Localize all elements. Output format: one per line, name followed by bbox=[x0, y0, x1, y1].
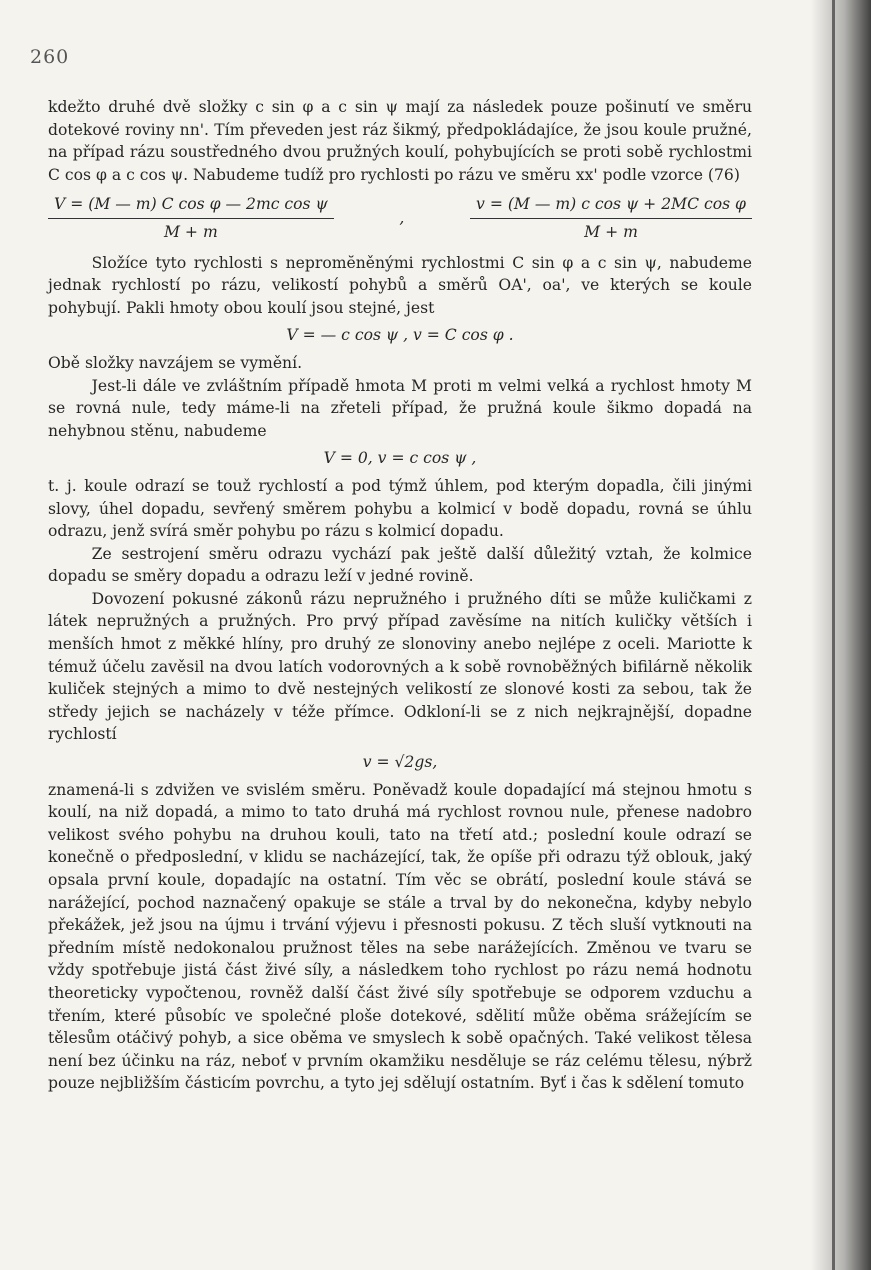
formula-fraction-V bbox=[48, 193, 334, 243]
page-body bbox=[48, 96, 752, 1095]
formula-fall-velocity: v = √2gs, bbox=[362, 753, 438, 772]
page-number: 260 bbox=[30, 46, 70, 68]
page-gutter bbox=[832, 0, 835, 1270]
paragraph-2: Složíce tyto rychlosti s nepromĕněnými rychlostmi C sin φ a c sin ψ, nabudeme jednak rychlostí po rázu, velikostí pohybů a směrů OA', oa', ve kterých se koule pohybují. Pakli hmoty obou koulí jsou stejné, jest bbox=[48, 253, 752, 317]
paragraph-4: Jest-li dále ve zvláštním případě hmota M proti m velmi velká a rychlost hmoty M se rovná nule, tedy máme-li na zřeteli případ, že pružná koule šikmo dopadá na nehybnou stěnu, nabudeme bbox=[48, 376, 752, 440]
paragraph-6: Ze sestrojení směru odrazu vychází pak ještě další důležitý vztah, že kolmice dopadu se směry dopadu a odrazu leží v jedné rovině. bbox=[48, 544, 752, 586]
formula-numerator-V: V = (M — m) C cos φ — 2mc cos ψ bbox=[48, 193, 334, 219]
formula-numerator-v: v = (M — m) c cos ψ + 2MC cos φ bbox=[470, 193, 752, 219]
formula-fraction-v bbox=[470, 193, 752, 243]
page-edge-shadow bbox=[811, 0, 871, 1270]
paragraph-3: Obě složky navzájem se vymění. bbox=[48, 353, 303, 372]
formula-denominator-v: M + m bbox=[584, 222, 638, 241]
formula-separator: , bbox=[399, 209, 405, 228]
paragraph-1: kdežto druhé dvě složky c sin φ a c sin ψ mají za následek pouze pošinutí ve směru dotekové roviny nn'. Tím převeden jest ráz šikmý, předpokládajíce, že jsou koule pružné, na případ rázu soustředného dvou pružných koulí, pohybujících se proti sobě rychlostmi C cos φ a c cos ψ. Nabudeme tudíž pro rychlosti po rázu ve směru xx' podle vzorce (76) bbox=[48, 98, 752, 184]
formula-velocities bbox=[48, 193, 752, 243]
paragraph-8: znamená-li s zdvižen ve svislém směru. Poněvadž koule dopadající má stejnou hmotu s koulí, na niž dopadá, a mimo to tato druhá má rychlost rovnou nule, přenese nadobro velikost svého pohybu na druhou kouli, tato na třetí atd.; poslední koule odrazí se konečně o předposlední, v klidu se nacházející, tak, že opíše při odrazu týž oblouk, jaký opsala první koule, dopadajíc na ostatní. Tím věc se obrátí, poslední koule stává se narážející, pochod naznačený opakuje se stále a trval by do nekonečna, kdyby nebylo překážek, jež jsou na újmu i trvání výjevu i přesnosti pokusu. Z těch sluší vytknouti na předním místě nedokonalou pružnost těles na sebe narážejících. Změnou ve tvaru se vždy spotřebuje jistá část živé síly, a následkem toho rychlost po rázu nemá hodnotu theoreticky vypočtenou, rovněž další část živé síly spotřebuje se odporem vzduchu a třením, které působíc ve společné ploše dotekové, sdělití může oběma srážejícím se tělesům otáčivý pohyb, a sice oběma ve smyslech k sobě opačných. Také velikost tělesa není bez účinku na ráz, neboť v prvním okamžiku nesděluje se ráz celému tělesu, nýbrž pouze nejbližším částicím povrchu, a tyto jej sdělují ostatním. Byť i čas k sdělení tomuto bbox=[48, 780, 752, 1093]
formula-equal-masses: V = — c cos ψ , v = C cos φ . bbox=[286, 326, 514, 345]
paragraph-5: t. j. koule odrazí se touž rychlostí a pod týmž úhlem, pod kterým dopadla, čili jinými slovy, úhel dopadu, sevřený směrem pohybu a kolmicí v bodě dopadu, rovná se úhlu odrazu, jenž svírá směr pohybu po rázu s kolmicí dopadu. bbox=[48, 476, 752, 541]
paragraph-7: Dovození pokusné zákonů rázu nepružného i pružného díti se může kuličkami z látek nepružných a pružných. Pro prvý případ zavěsíme na nitích kuličky větších i menších hmot z měkké hlíny, pro druhý ze slonoviny anebo nejlépe z oceli. Mariotte k témuž účelu zavěsil na dvou latích vodorovných a k sobě rovnoběžných bifilárně několik kuliček stejných a mimo to dvě nestejných velikostí ze slonové kosti za sebou, tak že středy jejich se nacházely v téže přímce. Odkloní-li se z nich nejkrajnější, dopadne rychlostí bbox=[48, 589, 752, 744]
formula-denominator-V: M + m bbox=[164, 222, 218, 241]
formula-wall: V = 0, v = c cos ψ , bbox=[323, 449, 477, 468]
